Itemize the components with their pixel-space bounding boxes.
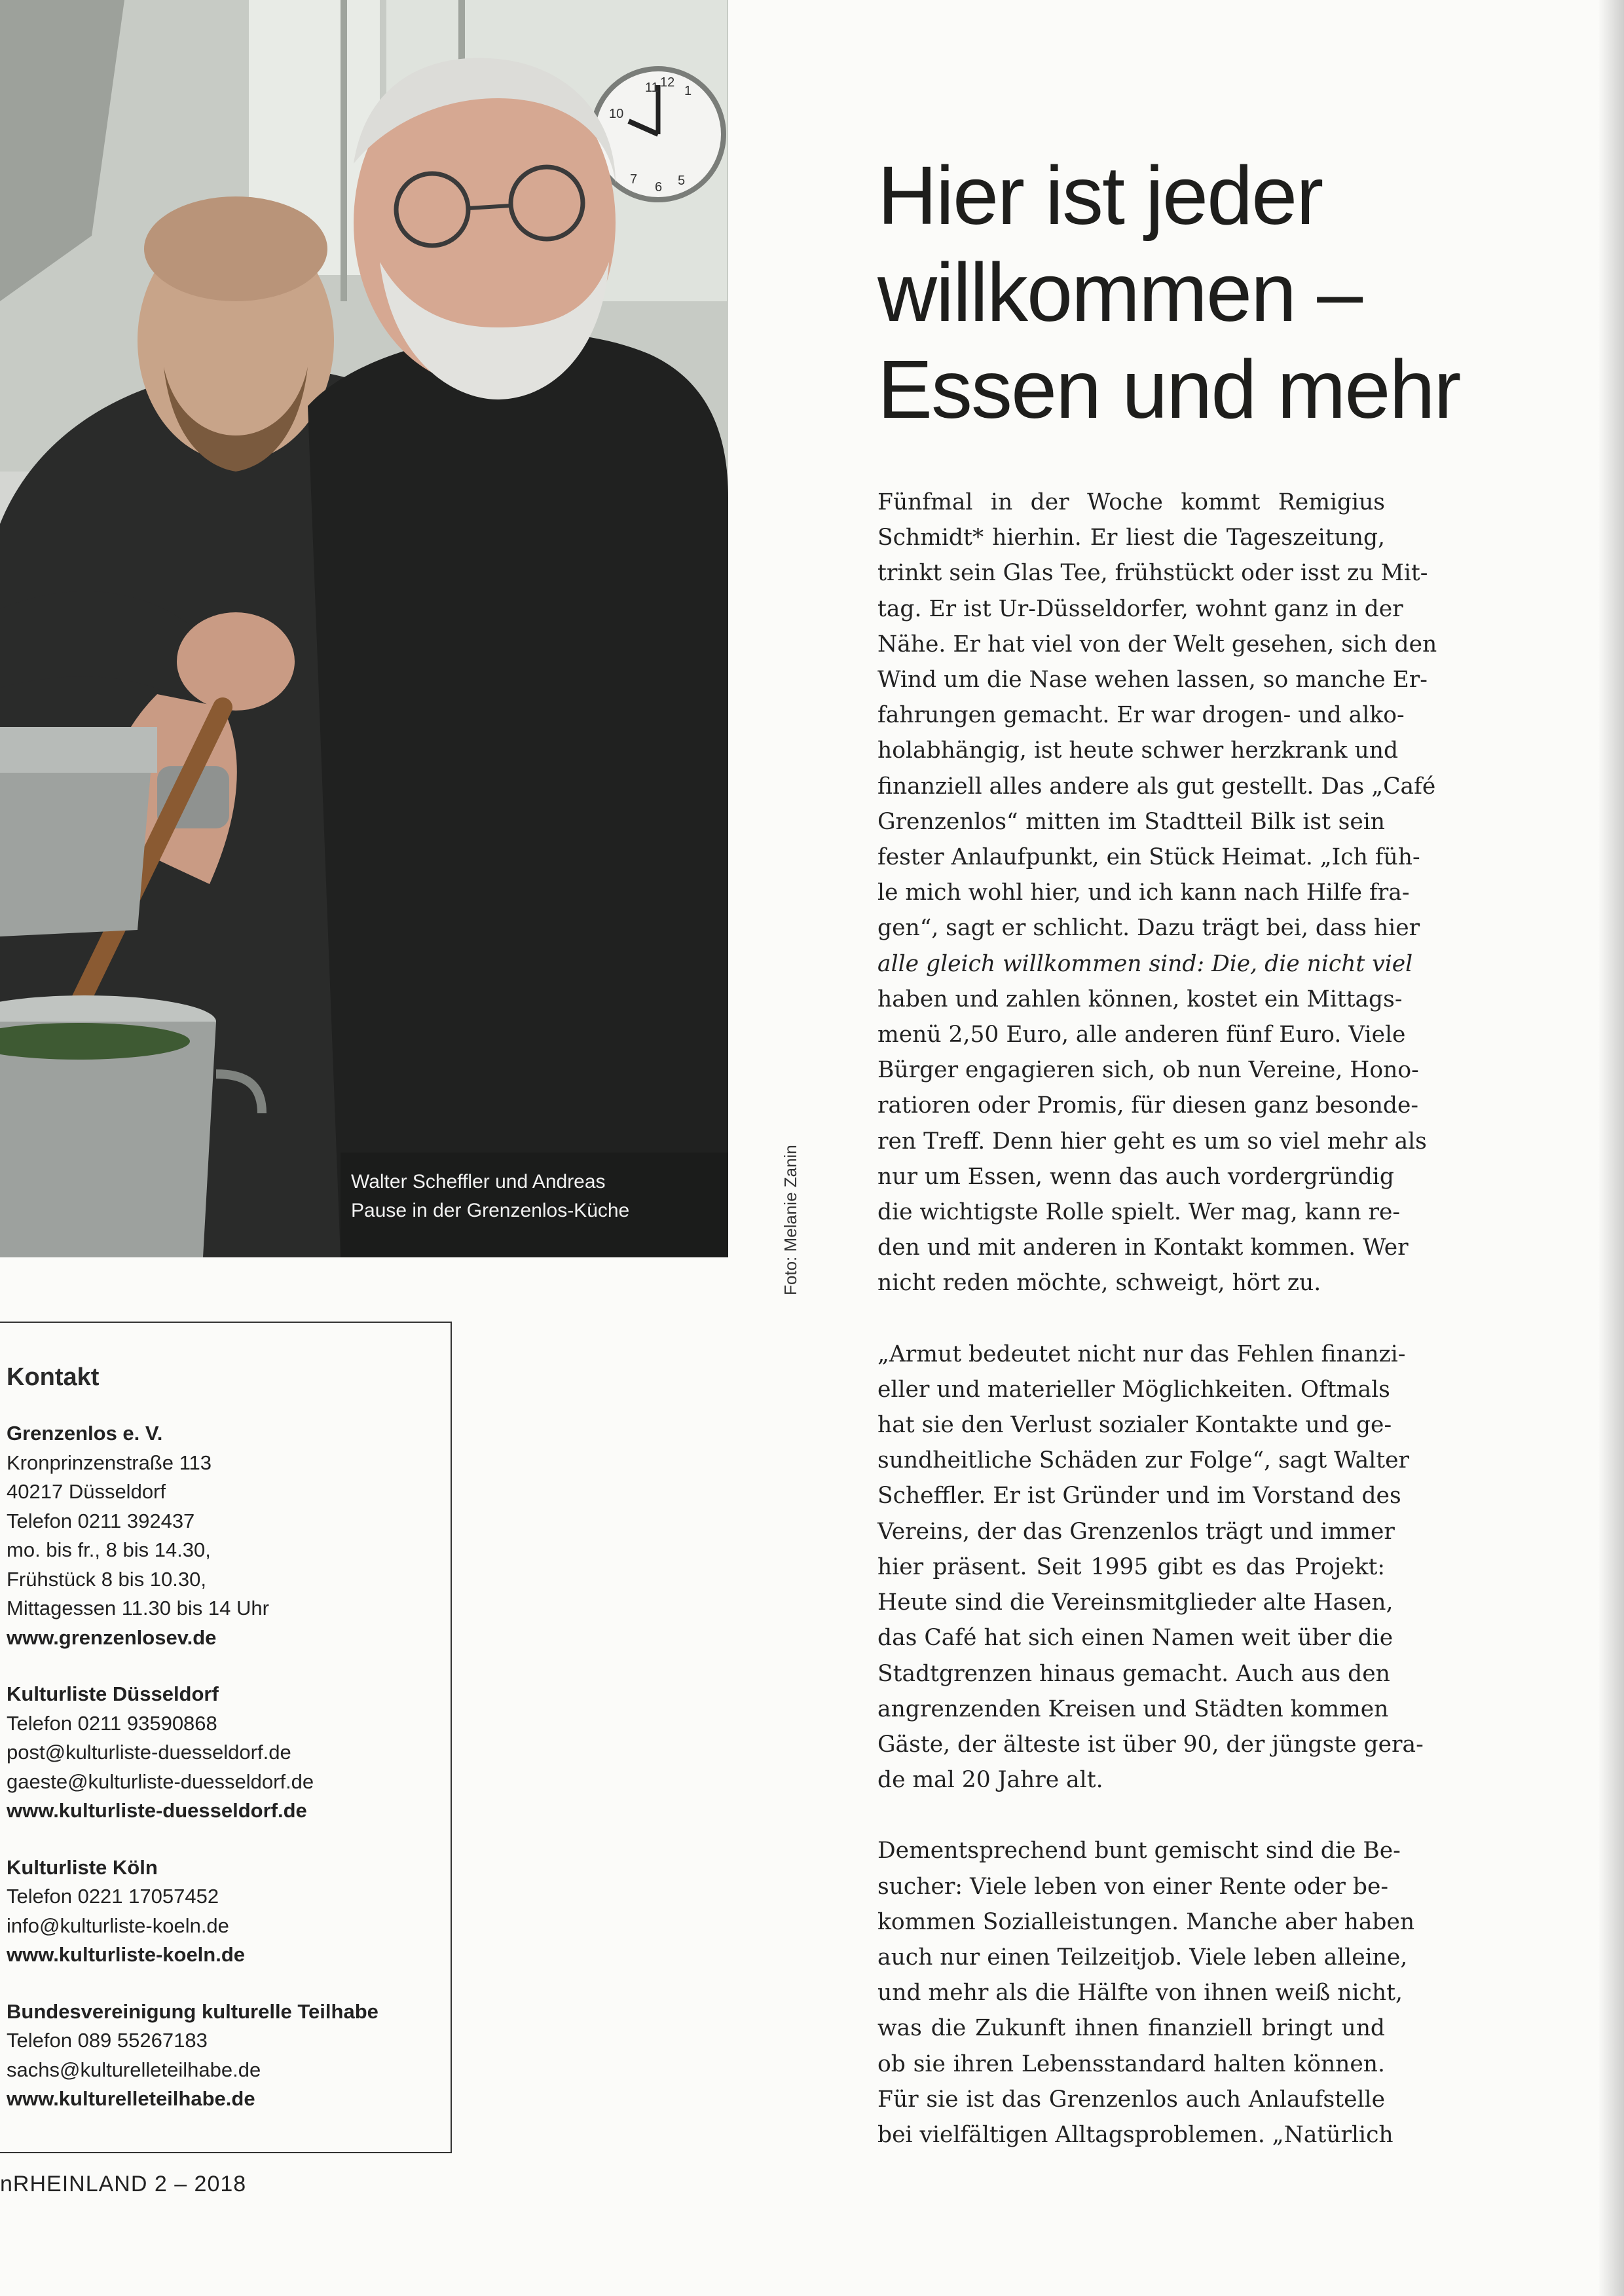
article-line: die wichtigste Rolle spielt. Wer mag, kann re-: [877, 1199, 1401, 1226]
article-body: [877, 485, 1437, 2188]
clock-number: 5: [678, 174, 686, 188]
article-line: und mehr als die Hälfte von ihnen weiß nicht,: [877, 1980, 1403, 2007]
clock-number: 7: [630, 172, 638, 187]
article-line: ob sie ihren Lebensstandard halten können.: [877, 2050, 1385, 2077]
article-line: Gäste, der älteste ist über 90, der jüngste gera-: [877, 1731, 1424, 1758]
article-line: Schmidt* hierhin. Er liest die Tageszeitung,: [877, 525, 1385, 551]
headline-line: willkommen –: [877, 246, 1362, 339]
article-line: ratioren oder Promis, für diesen ganz besonde-: [877, 1092, 1419, 1119]
article-line: de mal 20 Jahre alt.: [877, 1767, 1103, 1794]
headline-line: Essen und mehr: [877, 343, 1460, 435]
article-line: ren Treff. Denn hier geht es um so viel mehr als: [877, 1128, 1427, 1155]
article-line: Stadtgrenzen hinaus gemacht. Auch aus den: [877, 1660, 1390, 1687]
contact-line: post@kulturliste-duesseldorf.de: [7, 1741, 291, 1764]
article-line: angrenzenden Kreisen und Städten kommen: [877, 1695, 1389, 1722]
contact-block: [7, 1853, 451, 1970]
contact-name: Grenzenlos e. V.: [7, 1422, 163, 1445]
article-line: den und mit anderen in Kontakt kommen. Wer: [877, 1234, 1409, 1261]
article-line: hier präsent. Seit 1995 gibt es das Projekt:: [877, 1553, 1385, 1580]
article-line: Grenzenlos“ mitten im Stadtteil Bilk ist sein: [877, 808, 1385, 835]
photo-credit: [767, 956, 807, 1297]
photo-credit-text: Foto: Melanie Zanin: [781, 1145, 800, 1295]
article-line: das Café hat sich einen Namen weit über die: [877, 1625, 1393, 1652]
article-line: trinkt sein Glas Tee, frühstückt oder isst zu Mit-: [877, 560, 1428, 587]
contact-line: Telefon 0221 17057452: [7, 1885, 219, 1908]
article-line: holabhängig, ist heute schwer herzkrank und: [877, 737, 1399, 764]
photo-caption: [351, 1168, 692, 1225]
contact-line: mo. bis fr., 8 bis 14.30,: [7, 1538, 211, 1561]
article-line: Vereins, der das Grenzenlos trägt und immer: [877, 1518, 1395, 1545]
contact-line: info@kulturliste-koeln.de: [7, 1914, 229, 1937]
article-line: alle gleich willkommen sind: Die, die nicht viel: [877, 950, 1413, 977]
photo-caption-line: Walter Scheffler und Andreas: [351, 1171, 606, 1193]
article-line: fahrungen gemacht. Er war drogen- und alko-: [877, 702, 1405, 729]
clock-number: 6: [655, 180, 663, 194]
clock-number: 1: [684, 84, 692, 98]
contact-name: Kulturliste Köln: [7, 1855, 158, 1879]
article-line: „Armut bedeutet nicht nur das Fehlen finanzi-: [877, 1341, 1406, 1367]
article-line: Für sie ist das Grenzenlos auch Anlaufstelle: [877, 2086, 1385, 2113]
contact-website-link[interactable]: www.grenzenlosev.de: [7, 1625, 217, 1649]
contact-block: [7, 1680, 451, 1826]
kitchen-photo-illustration: [0, 0, 728, 1257]
article-line: bei vielfältigen Alltagsproblemen. „Natürlich: [877, 2121, 1393, 2148]
article-line: tag. Er ist Ur-Düsseldorfer, wohnt ganz in der: [877, 595, 1403, 622]
article-line: Dementsprechend bunt gemischt sind die Be-: [877, 1838, 1401, 1864]
article-line: menü 2,50 Euro, alle anderen fünf Euro. Viele: [877, 1022, 1406, 1048]
article-line: nur um Essen, wenn das auch vordergründig: [877, 1163, 1394, 1190]
contact-name: Kulturliste Düsseldorf: [7, 1682, 219, 1705]
article-line: sucher: Viele leben von einer Rente oder be-: [877, 1873, 1389, 1900]
article-line: auch nur einen Teilzeitjob. Viele leben alleine,: [877, 1944, 1408, 1971]
article-line: eller und materieller Möglichkeiten. Oftmals: [877, 1376, 1390, 1403]
contact-line: Telefon 0211 93590868: [7, 1711, 217, 1735]
contact-website-link[interactable]: www.kulturelleteilhabe.de: [7, 2087, 255, 2110]
article-line: finanziell alles andere als gut gestellt. Das „Café: [877, 773, 1436, 800]
page-footer: nRHEINLAND 2 – 2018: [0, 2172, 247, 2196]
article-line: fester Anlaufpunkt, ein Stück Heimat. „Ich füh-: [877, 844, 1420, 871]
article-line: haben und zahlen können, kostet ein Mittags-: [877, 986, 1403, 1012]
article-line: kommen Sozialleistungen. Manche aber haben: [877, 1908, 1415, 1935]
article-line: Wind um die Nase wehen lassen, so manche Er-: [877, 667, 1428, 694]
contact-box: [0, 1322, 452, 2153]
contact-line: Mittagessen 11.30 bis 14 Uhr: [7, 1597, 269, 1620]
contact-website-link[interactable]: www.kulturliste-koeln.de: [7, 1943, 246, 1966]
article-headline: [877, 147, 1598, 438]
page-edge-shadow: [1598, 0, 1624, 2296]
clock-number: 10: [609, 107, 624, 121]
contact-line: sachs@kulturelleteilhabe.de: [7, 2058, 261, 2081]
article-line: le mich wohl hier, und ich kann nach Hilfe fra-: [877, 880, 1410, 906]
contact-title: Kontakt: [7, 1363, 100, 1391]
photo-caption-line: Pause in der Grenzenlos-Küche: [351, 1200, 630, 1221]
article-line: Fünfmal in der Woche kommt Remigius: [877, 489, 1385, 515]
article-paragraph: [877, 485, 1437, 1301]
article-line: gen“, sagt er schlicht. Dazu trägt bei, dass hier: [877, 915, 1420, 942]
article-line: Bürger engagieren sich, ob nun Vereine, Hono-: [877, 1057, 1419, 1084]
contact-line: 40217 Düsseldorf: [7, 1480, 166, 1503]
headline-line: Hier ist jeder: [877, 149, 1323, 242]
contact-line: Kronprinzenstraße 113: [7, 1451, 212, 1474]
kitchen-photo: [0, 0, 728, 1257]
contact-line: Telefon 0211 392437: [7, 1509, 195, 1532]
contact-line: Frühstück 8 bis 10.30,: [7, 1567, 206, 1591]
article-paragraph: [877, 1833, 1415, 2153]
article-paragraph: [877, 1337, 1424, 1798]
article-line: Scheffler. Er ist Gründer und im Vorstand des: [877, 1483, 1401, 1509]
article-line: Nähe. Er hat viel von der Welt gesehen, sich den: [877, 631, 1437, 657]
article-line: Heute sind die Vereinsmitglieder alte Hasen,: [877, 1589, 1393, 1616]
contact-website-link[interactable]: www.kulturliste-duesseldorf.de: [7, 1799, 307, 1822]
clock-number: 11: [645, 81, 659, 95]
article-line: was die Zukunft ihnen finanziell bringt und: [877, 2015, 1385, 2042]
clock-number: 12: [660, 75, 675, 90]
article-line: sundheitliche Schäden zur Folge“, sagt Walter: [877, 1447, 1409, 1474]
contact-block: [7, 1419, 451, 1652]
contact-name: Bundesvereinigung kulturelle Teilhabe: [7, 1999, 378, 2023]
contact-block: [7, 1997, 451, 2114]
contact-line: Telefon 089 55267183: [7, 2029, 208, 2052]
article-line: nicht reden möchte, schweigt, hört zu.: [877, 1270, 1321, 1297]
article-line: hat sie den Verlust sozialer Kontakte und ge-: [877, 1412, 1392, 1439]
contact-line: gaeste@kulturliste-duesseldorf.de: [7, 1769, 314, 1793]
